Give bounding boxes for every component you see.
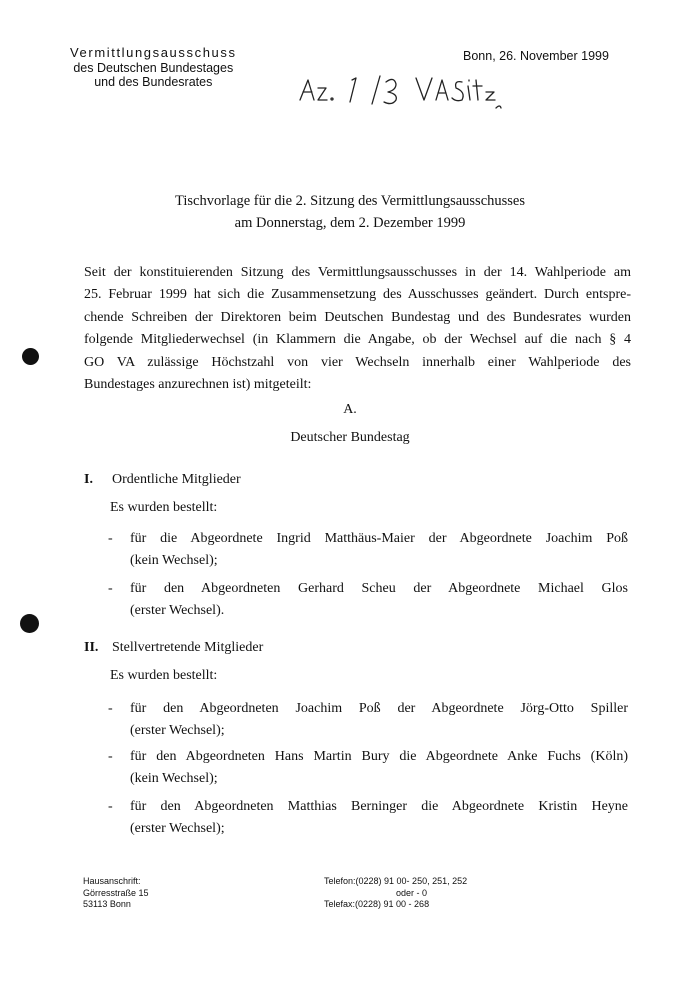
bullet-dash: -	[108, 799, 113, 814]
section-intro: Es wurden bestellt:	[110, 668, 218, 683]
section-number: I.	[84, 472, 93, 487]
bullet-dash: -	[108, 749, 113, 764]
sender-line-2: des Deutschen Bundestages	[73, 60, 234, 75]
date-line: Bonn, 26. November 1999	[463, 49, 609, 63]
bullet-dash: -	[108, 581, 113, 596]
footer-phone: Telefon:(0228) 91 00- 250, 251, 252	[324, 876, 468, 886]
section-number: II.	[84, 640, 99, 655]
intro-line: GO VA zulässige Höchstzahl von vier Wechseln innerhalb einer Wahlperiode des	[84, 354, 631, 370]
intro-paragraph	[84, 262, 631, 396]
footer-street: Görresstraße 15	[83, 887, 149, 898]
list-item-line-2: (erster Wechsel);	[130, 723, 225, 738]
sender-line-3: und des Bundesrates	[94, 75, 213, 89]
intro-line: Seit der konstituierenden Sitzung des Vermittlungsausschusses in der 14. Wahlperiode am	[84, 265, 631, 280]
section-title: Stellvertretende Mitglieder	[112, 640, 264, 655]
intro-line: 25. Februar 1999 hat sich die Zusammensetzung des Ausschusses geändert. Durch entspre-	[84, 287, 631, 303]
section-heading-2	[84, 640, 263, 656]
document-title-line-2: am Donnerstag, dem 2. Dezember 1999	[234, 215, 466, 231]
footer-fax: Telefax:(0228) 91 00 - 268	[324, 899, 430, 909]
footer-phone-alt: oder - 0	[396, 887, 428, 898]
list-item-line-1: für den Abgeordneten Matthias Berninger die Abgeordnete Kristin Heyne	[130, 799, 628, 814]
list-item-line-1: für den Abgeordneten Hans Martin Bury die Abgeordnete Anke Fuchs (Köln)	[130, 749, 628, 764]
footer-address-label: Hausanschrift:	[83, 876, 141, 886]
footer-contact	[324, 876, 467, 911]
list-item-line-2: (kein Wechsel);	[130, 771, 218, 786]
bullet-dash: -	[108, 531, 113, 546]
punch-hole	[22, 348, 39, 365]
intro-line: folgende Mitgliederwechsel (in Klammern die Angabe, ob der Wechsel auf die nach § 4	[84, 332, 631, 348]
bullet-dash: -	[108, 701, 113, 716]
part-letter: A.	[343, 402, 357, 417]
list-item-line-2: (erster Wechsel);	[130, 821, 225, 836]
sender-line-1: Vermittlungsausschuss	[70, 45, 237, 60]
section-intro: Es wurden bestellt:	[110, 500, 218, 515]
intro-line: chende Schreiben der Direktoren beim Deutschen Bundestag und des Bundesrates wurden	[84, 309, 631, 325]
footer-address	[83, 876, 149, 911]
list-item-line-1: für den Abgeordneten Joachim Poß der Abgeordnete Jörg-Otto Spiller	[130, 701, 628, 716]
punch-hole	[20, 614, 39, 633]
list-item-line-2: (kein Wechsel);	[130, 553, 218, 568]
handwritten-note	[296, 70, 506, 110]
part-title: Deutscher Bundestag	[290, 430, 410, 445]
list-item-line-2: (erster Wechsel).	[130, 603, 225, 618]
list-item-line-1: für die Abgeordnete Ingrid Matthäus-Maier der Abgeordnete Joachim Poß	[130, 531, 628, 546]
section-heading-1	[84, 472, 241, 488]
section-title: Ordentliche Mitglieder	[112, 472, 241, 487]
document-title-line-1: Tischvorlage für die 2. Sitzung des Vermittlungsausschusses	[175, 193, 525, 209]
footer-city: 53113 Bonn	[83, 899, 131, 909]
sender-block	[70, 46, 237, 90]
list-item-line-1: für den Abgeordneten Gerhard Scheu der Abgeordnete Michael Glos	[130, 581, 628, 596]
intro-line: Bundestages anzurechnen ist) mitgeteilt:	[84, 376, 312, 392]
